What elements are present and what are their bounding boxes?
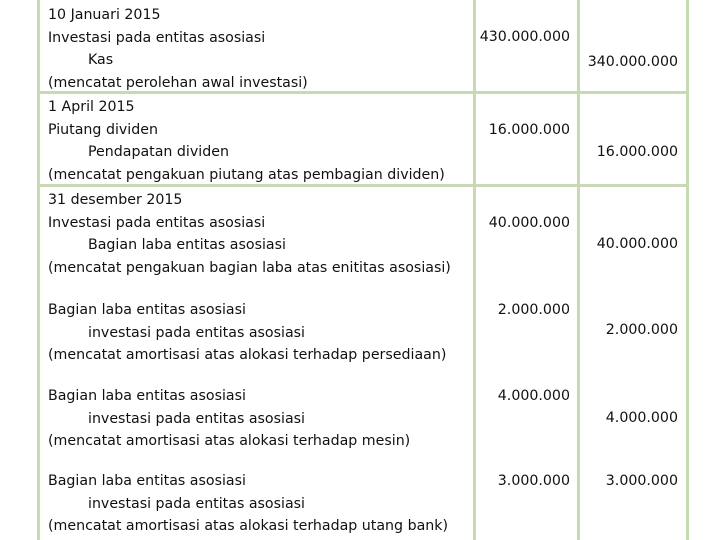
debit-account: Piutang dividen: [48, 121, 158, 138]
debit-amount: 4.000.000: [497, 388, 570, 404]
entry-date: 1 April 2015: [48, 99, 135, 115]
debit-amount: 2.000.000: [497, 302, 570, 318]
entry-note: (mencatat pengakuan piutang atas pembagian dividen): [48, 166, 445, 183]
credit-amount: 2.000.000: [605, 322, 678, 338]
debit-account: Investasi pada entitas asosiasi: [48, 29, 266, 46]
credit-account: Bagian laba entitas asosiasi: [88, 237, 286, 253]
journal-table: [37, 0, 689, 540]
column-divider-credit: [577, 0, 580, 540]
credit-amount: 40.000.000: [596, 236, 678, 252]
column-divider-debit: [473, 0, 476, 540]
debit-account: Investasi pada entitas asosiasi: [48, 214, 266, 231]
debit-amount: 16.000.000: [488, 122, 570, 138]
entry-note: (mencatat perolehan awal investasi): [48, 74, 308, 91]
credit-amount: 4.000.000: [605, 410, 678, 426]
entry-note: (mencatat pengakuan bagian laba atas enititas asosiasi): [48, 259, 451, 276]
entry-date: 31 desember 2015: [48, 192, 183, 208]
debit-amount: 430.000.000: [479, 29, 570, 45]
credit-amount: 340.000.000: [587, 54, 678, 70]
entry-note: (mencatat amortisasi atas alokasi terhadap utang bank): [48, 518, 449, 534]
debit-account: Bagian laba entitas asosiasi: [48, 388, 246, 404]
credit-amount: 16.000.000: [596, 144, 678, 160]
credit-account: investasi pada entitas asosiasi: [88, 324, 305, 341]
credit-account: investasi pada entitas asosiasi: [88, 410, 305, 427]
debit-account: Bagian laba entitas asosiasi: [48, 473, 246, 489]
entry-note: (mencatat amortisasi atas alokasi terhadap mesin): [48, 433, 411, 449]
credit-account: Pendapatan dividen: [88, 144, 229, 160]
credit-amount: 3.000.000: [605, 473, 678, 489]
entry-note: (mencatat amortisasi atas alokasi terhadap persediaan): [48, 347, 447, 363]
credit-account: Kas: [88, 52, 114, 68]
debit-amount: 3.000.000: [497, 473, 570, 489]
credit-account: investasi pada entitas asosiasi: [88, 495, 305, 512]
debit-amount: 40.000.000: [488, 215, 570, 231]
debit-account: Bagian laba entitas asosiasi: [48, 302, 246, 318]
entry-date: 10 Januari 2015: [48, 7, 161, 23]
